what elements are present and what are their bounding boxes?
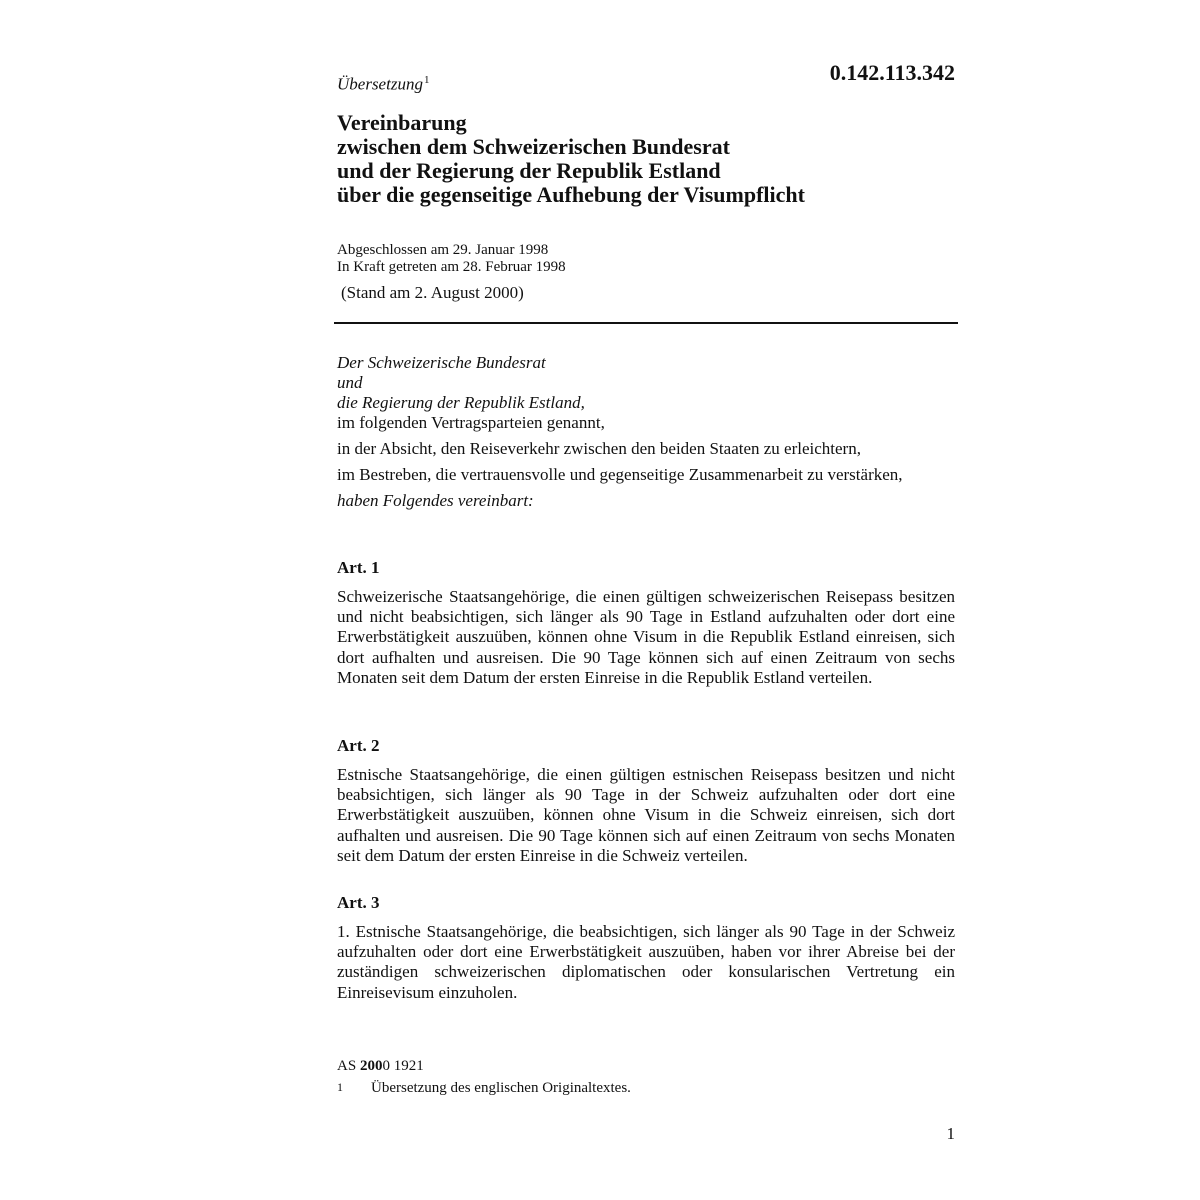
preamble-agreed: haben Folgendes vereinbart: — [337, 491, 534, 510]
article-2-heading: Art. 2 — [337, 736, 380, 755]
article-1-text: Schweizerische Staatsangehörige, die einen gültigen schweizerischen Reisepass besitzen und nicht beabsichtigen, sich länger als 90 Tage in Estland aufzuhalten oder dort eine Erwerbstätigkeit auszuüben, können ohne Visum in die Republik Estland einreisen, sich dort aufhalten und ausreisen. Die 90 Tage können sich auf einen Zeitraum von sechs Monaten seit dem Datum der ersten Einreise in die Republik Estland verteilen. — [337, 587, 955, 687]
title-line: über die gegenseitige Aufhebung der Visumpflicht — [337, 182, 805, 207]
document-title — [337, 111, 957, 207]
concluded-date: Abgeschlossen am 29. Januar 1998 — [337, 242, 549, 258]
status-date: (Stand am 2. August 2000) — [341, 283, 524, 302]
preamble-endeavor: im Bestreben, die vertrauensvolle und gegenseitige Zusammenarbeit zu verstärken, — [337, 465, 903, 484]
footnote-number: 1 — [337, 1080, 343, 1094]
footnote-ref-1[interactable]: 1 — [423, 74, 430, 86]
in-force-date: In Kraft getreten am 28. Februar 1998 — [337, 259, 566, 275]
title-line: und der Regierung der Republik Estland — [337, 158, 721, 183]
preamble-and: und — [337, 373, 363, 392]
preamble-party-1: Der Schweizerische Bundesrat — [337, 353, 546, 372]
document-meta — [337, 242, 566, 276]
title-line: Vereinbarung — [337, 110, 467, 135]
article-1-heading: Art. 1 — [337, 558, 380, 577]
sr-number: 0.142.113.342 — [829, 60, 955, 85]
page-number: 1 — [946, 1124, 955, 1143]
footnote-text: Übersetzung des englischen Originaltextes. — [371, 1080, 631, 1096]
preamble-party-2: die Regierung der Republik Estland, — [337, 393, 585, 412]
article-3-text: 1. Estnische Staatsangehörige, die beabsichtigen, sich länger als 90 Tage in der Schweiz aufzuhalten oder dort eine Erwerbstätigkeit auszuüben, haben vor ihrer Abreise bei der zuständigen schweizerischen diplomatischen oder konsularischen Vertretung ein Einreisevisum einzuholen. — [337, 922, 955, 1002]
translation-label: Übersetzung$^1$ — [337, 74, 430, 94]
footnote-1 — [337, 1080, 631, 1097]
header-divider — [334, 322, 958, 324]
preamble — [337, 353, 957, 511]
article-3-heading: Art. 3 — [337, 893, 380, 912]
preamble-intent: in der Absicht, den Reiseverkehr zwischen den beiden Staaten zu erleichtern, — [337, 439, 861, 458]
preamble-named: im folgenden Vertragsparteien genannt, — [337, 413, 605, 432]
as-reference: AS 2000 1921 — [337, 1058, 424, 1074]
title-line: zwischen dem Schweizerischen Bundesrat — [337, 134, 730, 159]
article-2-text: Estnische Staatsangehörige, die einen gültigen estnischen Reisepass besitzen und nicht beabsichtigen, sich länger als 90 Tage in der Schweiz aufzuhalten oder dort eine Erwerbstätigkeit auszuüben, können ohne Visum in die Schweiz einreisen, sich dort aufhalten und ausreisen. Die 90 Tage können sich auf einen Zeitraum von sechs Monaten seit dem Datum der ersten Einreise in die Schweiz verteilen. — [337, 765, 955, 865]
